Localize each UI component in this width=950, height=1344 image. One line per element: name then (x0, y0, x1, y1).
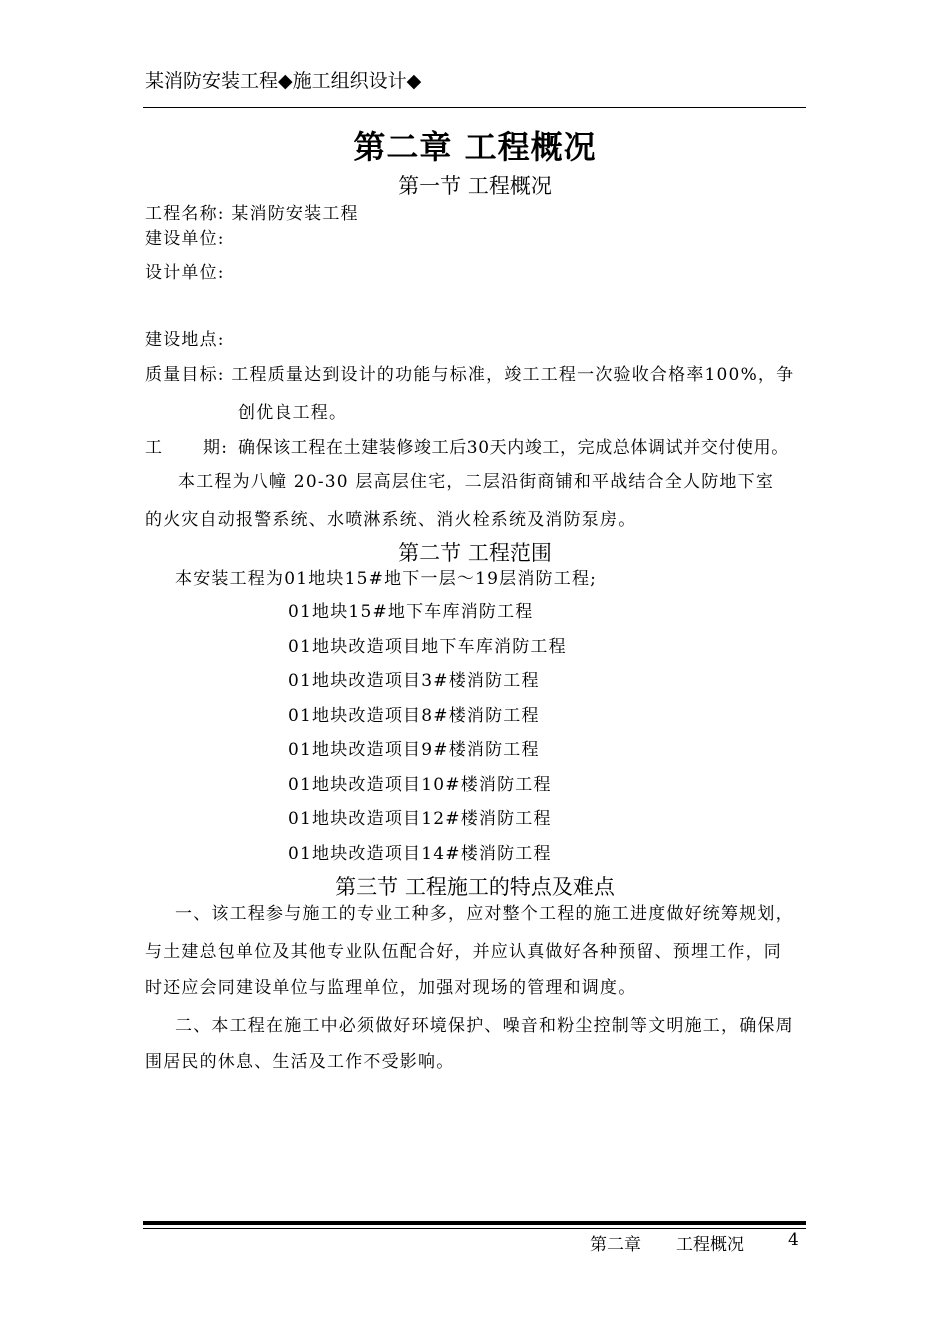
scope-item: 01地块改造项目10#楼消防工程 (288, 775, 552, 795)
build-unit: 建设单位: (145, 229, 225, 249)
scope-item: 01地块15#地下车库消防工程 (288, 602, 534, 622)
section-1-title: 第一节 工程概况 (398, 174, 552, 198)
chapter-title: 第二章 工程概况 (353, 128, 597, 166)
para-1-line-3: 时还应会同建设单位与监理单位，加强对现场的管理和调度。 (145, 978, 637, 998)
description-line-2: 的火灾自动报警系统、水喷淋系统、消火栓系统及消防泵房。 (145, 510, 637, 530)
scope-item: 01地块改造项目12#楼消防工程 (288, 809, 552, 829)
design-unit: 设计单位: (145, 263, 225, 283)
header-rule (143, 107, 806, 108)
period-text: 确保该工程在土建装修竣工后30天内竣工，完成总体调试并交付使用。 (238, 438, 789, 458)
scope-item: 01地块改造项目3#楼消防工程 (288, 671, 540, 691)
quality-goal-line-1: 质量目标: 工程质量达到设计的功能与标准，竣工工程一次验收合格率100%，争 (145, 365, 795, 385)
footer-chapter: 第二章 (590, 1235, 641, 1255)
project-name: 工程名称: 某消防安装工程 (145, 204, 359, 224)
running-header: 某消防安装工程◆施工组织设计◆ (145, 70, 422, 92)
footer-title: 工程概况 (676, 1235, 744, 1255)
page-number: 4 (788, 1230, 799, 1250)
scope-item: 01地块改造项目地下车库消防工程 (288, 637, 567, 657)
description-line-1: 本工程为八幢 20-30 层高层住宅，二层沿街商铺和平战结合全人防地下室 (178, 472, 775, 492)
para-1-line-2: 与土建总包单位及其他专业队伍配合好，并应认真做好各种预留、预埋工作，同 (145, 942, 782, 962)
period-label: 期: (203, 438, 229, 458)
section-3-title: 第三节 工程施工的特点及难点 (335, 875, 615, 899)
period-label-char: 工 (145, 438, 164, 458)
para-2-line-1: 二、本工程在施工中必须做好环境保护、噪音和粉尘控制等文明施工，确保周 (175, 1016, 794, 1036)
scope-item: 01地块改造项目14#楼消防工程 (288, 844, 552, 864)
quality-goal-line-2: 创优良工程。 (238, 403, 348, 423)
para-2-line-2: 围居民的休息、生活及工作不受影响。 (145, 1052, 455, 1072)
footer-rule-thick (143, 1221, 806, 1225)
scope-intro: 本安装工程为01地块15#地下一层～19层消防工程; (175, 569, 598, 589)
build-location: 建设地点: (145, 330, 225, 350)
scope-item: 01地块改造项目9#楼消防工程 (288, 740, 540, 760)
scope-item: 01地块改造项目8#楼消防工程 (288, 706, 540, 726)
footer-rule-thin (143, 1228, 806, 1229)
section-2-title: 第二节 工程范围 (398, 541, 552, 565)
para-1-line-1: 一、该工程参与施工的专业工种多，应对整个工程的施工进度做好统筹规划， (175, 904, 794, 924)
